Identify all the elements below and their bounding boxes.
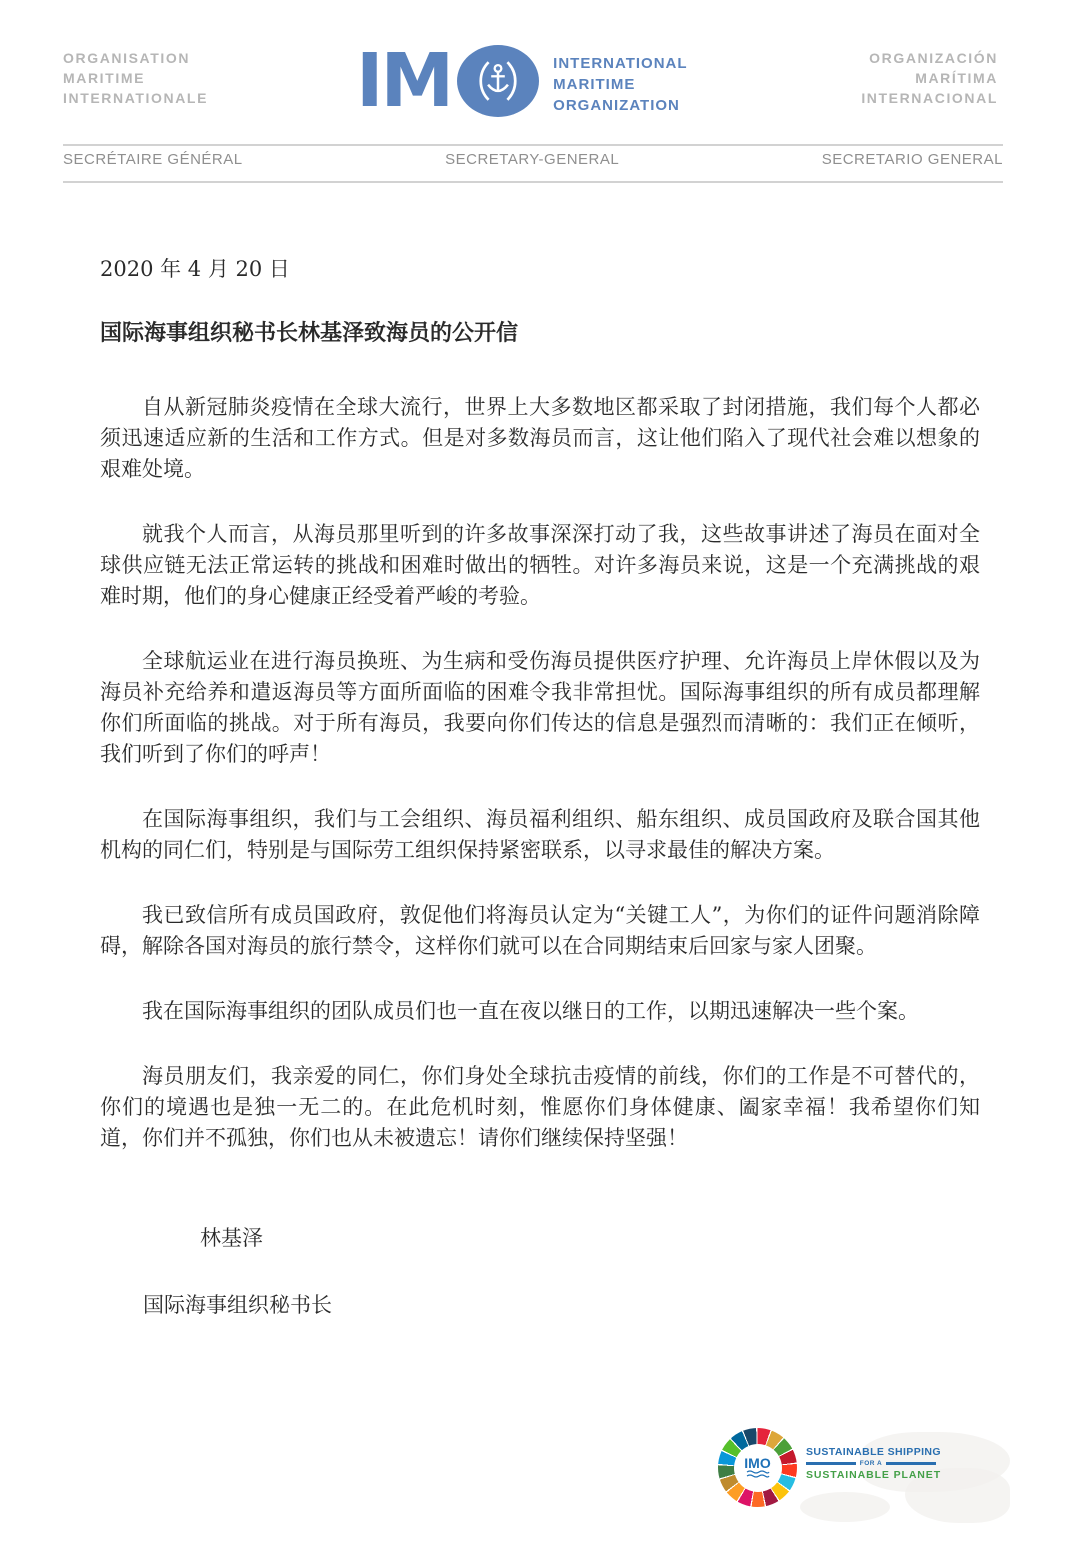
imo-emblem-icon [457,45,539,117]
letter-paragraph: 就我个人而言，从海员那里听到的许多故事深深打动了我，这些故事讲述了海员在面对全球供应链无法正常运转的挑战和困难时做出的牺牲。对许多海员来说，这是一个充满挑战的艰难时期，他们的身心健康正经受着严峻的考验。 [100,522,980,608]
letter-paragraph: 在国际海事组织，我们与工会组织、海员福利组织、船东组织、成员国政府及联合国其他机构的同仁们，特别是与国际劳工组织保持紧密联系，以寻求最佳的解决方案。 [100,807,980,862]
header-org-line: ORGANIZACIÓN [869,50,998,66]
secretary-general-label: SECRETARY-GENERAL [445,151,620,168]
sdg-imo-label: IMO [744,1455,771,1471]
letter-body [100,255,980,1320]
letter-paragraph: 我已致信所有成员国政府，敦促他们将海员认定为“关键工人”，为你们的证件问题消除障碍，解除各国对海员的旅行禁令，这样你们就可以在合同期结束后回家与家人团聚。 [100,903,980,958]
imo-wordmark-line: INTERNATIONAL [553,55,688,72]
header-org-line: ORGANISATION [63,50,191,66]
header-org-line: INTERNATIONALE [63,90,209,106]
header-org-line: MARÍTIMA [915,70,998,86]
header-org-line: INTERNACIONAL [861,90,998,106]
header-org-line: MARITIME [63,70,146,86]
divider-top [63,144,1003,146]
letter-paragraph: 海员朋友们，我亲爱的同仁，你们身处全球抗击疫情的前线，你们的工作是不可替代的，你们的境遇也是独一无二的。在此危机时刻，惟愿你们身体健康、阖家幸福！我希望你们知道，你们并不孤独，你们也从未被遗忘！请你们继续保持坚强！ [100,1064,980,1150]
sdg-wheel-center [734,1444,782,1492]
imo-logo-wordmark [553,53,687,116]
divider-bottom [63,181,1003,183]
footer-tagline [806,1446,942,1481]
imo-waves-icon [746,1470,770,1479]
header-org-name-french [63,48,208,108]
letter-date: 2020 年 4 月 20 日 [100,257,290,281]
imo-logo-letters [356,38,539,124]
footer-tagline-line1: SUSTAINABLE SHIPPING [806,1446,941,1458]
letter-title: 国际海事组织秘书长林基泽致海员的公开信 [100,320,519,346]
imo-wordmark-line: ORGANIZATION [553,97,680,114]
letter-paragraph: 自从新冠肺炎疫情在全球大流行，世界上大多数地区都采取了封闭措施，我们每个人都必须迅速适应新的生活和工作方式。但是对多数海员而言，这让他们陷入了现代社会难以想象的艰难处境。 [100,395,980,481]
tagline-bar-left [806,1462,856,1465]
letter-paragraph: 全球航运业在进行海员换班、为生病和受伤海员提供医疗护理、允许海员上岸休假以及为海员补充给养和遣返海员等方面所面临的困难令我非常担忧。国际海事组织的所有成员都理解你们所面临的挑战。对于所有海员，我要向你们传达的信息是强烈而清晰的：我们正在倾听，我们听到了你们的呼声！ [100,649,980,766]
secretary-general-band [63,151,1003,168]
secretaire-general-label: SECRÉTAIRE GÉNÉRAL [63,151,243,168]
secretario-general-label: SECRETARIO GENERAL [821,151,1003,168]
imo-logo-im-text: IM [356,38,452,124]
imo-logo [356,38,688,124]
header-org-name-spanish [861,48,998,108]
world-map-watermark [800,1492,890,1522]
footer-tagline-fora: FOR A [859,1460,883,1467]
footer-tagline-line2: SUSTAINABLE PLANET [806,1469,942,1481]
sdg-wheel-icon [718,1428,797,1507]
imo-wordmark-line: MARITIME [553,76,636,93]
signature-name: 林基泽 [200,1226,263,1250]
letter-paragraph: 我在国际海事组织的团队成员们也一直在夜以继日的工作，以期迅速解决一些个案。 [142,999,919,1023]
signature-title: 国际海事组织秘书长 [143,1293,332,1317]
footer-tagline-middle [806,1460,936,1467]
tagline-bar-right [886,1462,936,1465]
